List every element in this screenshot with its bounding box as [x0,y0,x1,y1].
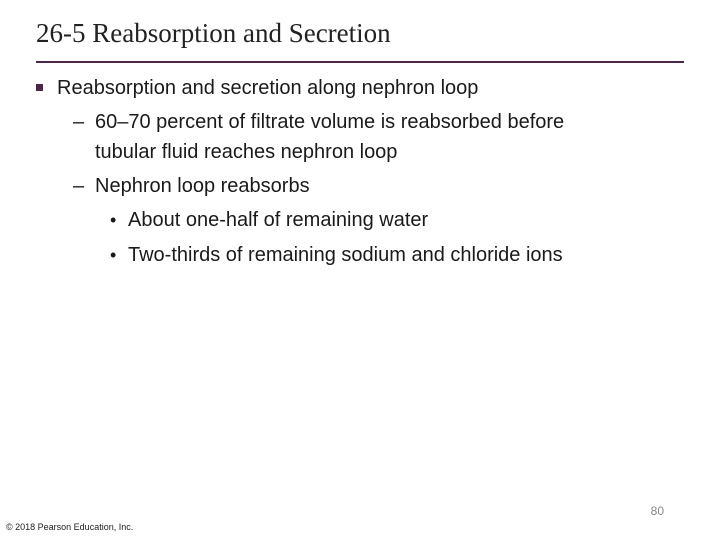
slide-title: 26-5 Reabsorption and Secretion [36,18,391,48]
bullet-level3-water-text: About one-half of remaining water [128,209,429,231]
bullet-level2-filtrate-line1: 60–70 percent of filtrate volume is reabsorbed before [95,111,565,133]
bullet-level3-sodium-text: Two-thirds of remaining sodium and chloride ions [128,244,563,266]
bullet-level2-filtrate [73,105,565,139]
title-divider [36,61,684,63]
bullet-level3-sodium [110,238,563,272]
bullet-level2-reabsorbs-text: Nephron loop reabsorbs [95,175,310,197]
bullet-level1-text: Reabsorption and secretion along nephron loop [57,77,479,99]
dot-bullet-icon: • [110,245,117,265]
dot-bullet-icon: • [110,210,117,230]
bullet-level1 [57,71,478,105]
dash-bullet-icon: – [73,111,85,133]
bullet-level2-reabsorbs [73,169,310,203]
bullet-level3-water [110,203,429,237]
square-bullet-icon [36,84,43,91]
dash-bullet-icon: – [73,175,85,197]
bullet-level2-filtrate-cont [95,135,397,169]
copyright-notice: © 2018 Pearson Education, Inc. [6,522,134,532]
bullet-level2-filtrate-line2: tubular fluid reaches nephron loop [95,141,398,163]
page-number: 80 [650,504,664,518]
